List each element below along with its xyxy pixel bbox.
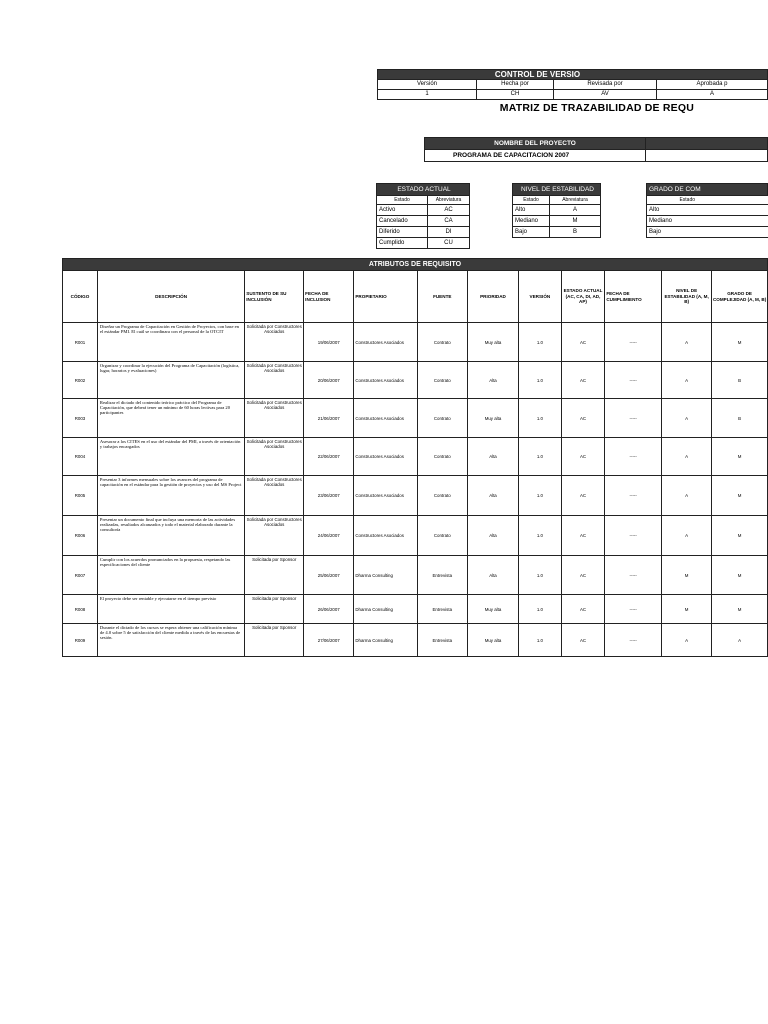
cell-version: 1.0 [519,476,562,516]
grado-row-label: Mediano [647,216,768,227]
cell-complejidad: M [712,516,768,556]
cell-estado: AC [561,476,605,516]
project-name-extra [646,150,768,162]
cell-version: 1.0 [519,516,562,556]
cell-cumplimiento: ----- [605,516,662,556]
cell-cumplimiento: ----- [605,476,662,516]
cell-estabilidad: A [662,476,712,516]
cell-version: 1.0 [519,595,562,624]
table-row [63,399,768,438]
cell-estabilidad: M [662,556,712,595]
cell-prioridad: Alta [467,362,518,399]
cell-complejidad: A [712,624,768,657]
table-row [63,438,768,476]
cell-descripcion: Asesorar a los CITES en el uso del estándar del PMI, a través de orientación y trabajos encargados [97,438,244,476]
cell-codigo: R009 [63,624,98,657]
cell-propietario: Dharma Consulting [354,595,417,624]
cell-cumplimiento: ----- [605,556,662,595]
cell-cumplimiento: ----- [605,624,662,657]
cell-fecha: 24/06/2007 [304,516,354,556]
col-header-sustento: SUSTENTO DE SU INCLUSIÓN [245,271,304,323]
cell-version: 1.0 [519,624,562,657]
col-header-complejidad: GRADO DE COMPLEJIDAD (A, M, B) [712,271,768,323]
table-row [63,476,768,516]
col-header-fecha: FECHA DE INCLUSION [304,271,354,323]
estado-row-label: Cumplido [377,238,428,249]
cell-complejidad: M [712,595,768,624]
nivel-col1: Estado [513,196,550,205]
cv-value-revisada: AV [554,90,657,100]
grado-row-label: Alto [647,205,768,216]
cv-header-hecha: Hecha por [477,80,554,90]
cell-fecha: 19/06/2007 [304,323,354,362]
table-row [63,624,768,657]
cell-prioridad: Muy alta [467,399,518,438]
cell-prioridad: Alta [467,516,518,556]
cell-codigo: R002 [63,362,98,399]
cell-fecha: 25/06/2007 [304,556,354,595]
col-header-estabilidad: NIVEL DE ESTABILIDAD (A, M, B) [662,271,712,323]
cell-cumplimiento: ----- [605,323,662,362]
cell-sustento: Solicitada por Constructores Asociados [245,516,304,556]
grado-complejidad-table [646,183,768,238]
control-version-title: CONTROL DE VERSIO [378,70,768,80]
cv-header-aprobada: Aprobada p [657,80,768,90]
grado-row-label: Bajo [647,227,768,238]
cell-cumplimiento: ----- [605,595,662,624]
cell-descripcion: Cumplir con los acuerdos pronunciados en la propuesta, respetando las especificaciones del cliente [97,556,244,595]
cell-cumplimiento: ----- [605,362,662,399]
cell-fuente: Entrevista [417,595,467,624]
project-header-extra [646,138,768,150]
atributos-table [62,258,768,657]
page-title: MATRIZ DE TRAZABILIDAD DE REQU [499,102,694,114]
nivel-row-abbr: M [550,216,601,227]
cell-estado: AC [561,362,605,399]
estado-row-label: Cancelado [377,216,428,227]
cell-version: 1.0 [519,323,562,362]
cell-fuente: Contrato [417,362,467,399]
cell-prioridad: Muy alta [467,323,518,362]
cell-complejidad: M [712,438,768,476]
cell-fuente: Contrato [417,476,467,516]
table-row [63,595,768,624]
estado-actual-col2: Abreviatura [428,196,470,205]
cell-fecha: 27/06/2007 [304,624,354,657]
cell-cumplimiento: ----- [605,438,662,476]
cell-codigo: R003 [63,399,98,438]
estado-actual-col1: Estado [377,196,428,205]
cell-fuente: Contrato [417,516,467,556]
table-row [63,556,768,595]
cell-codigo: R004 [63,438,98,476]
col-header-descripcion: DESCRIPCIÓN [97,271,244,323]
cell-sustento: Solicitada por Constructores Asociados [245,438,304,476]
cell-estabilidad: M [662,595,712,624]
cell-complejidad: M [712,476,768,516]
cell-sustento: Solicitada por Constructores Asociados [245,476,304,516]
cell-cumplimiento: ----- [605,399,662,438]
cell-descripcion: Diseñar un Programa de Capacitación en Gestión de Proyectos, con base en el estándar PMI. El cuál se coordinara con el personal de la OTCIT [97,323,244,362]
table-row [63,362,768,399]
grado-col1: Estado [647,196,768,205]
table-row [63,516,768,556]
col-header-cumplimiento: FECHA DE CUMPLIMIENTO [605,271,662,323]
cell-prioridad: Alta [467,476,518,516]
cell-sustento: Solicitada por Sponsor [245,556,304,595]
cell-estabilidad: A [662,323,712,362]
cell-codigo: R008 [63,595,98,624]
atributos-title: ATRIBUTOS DE REQUISITO [63,259,768,271]
grado-complejidad-title: GRADO DE COM [647,184,768,196]
cell-sustento: Solicitada por Constructores Asociados [245,399,304,438]
estado-row-abbr: AC [428,205,470,216]
col-header-codigo: CÓDIGO [63,271,98,323]
cell-propietario: Dharma Consulting [354,556,417,595]
cell-complejidad: M [712,556,768,595]
cell-complejidad: B [712,399,768,438]
col-header-fuente: FUENTE [417,271,467,323]
cell-descripcion: Durante el dictado de los cursos se espera obtener una calificación mínima de 4.0 sobre 5 de satisfacción del cliente medida a través de las encuestas de sesión. [97,624,244,657]
cell-descripcion: Presentar un documento final que incluya una memoria de las actividades realizadas, resultados alcanzados y todo el material elaborado durante la consultoría [97,516,244,556]
cv-value-hecha: CH [477,90,554,100]
cell-descripcion: El proyecto debe ser rentable y ejecutarse en el tiempo previsto [97,595,244,624]
estado-row-abbr: CU [428,238,470,249]
cell-version: 1.0 [519,438,562,476]
estado-actual-title: ESTADO ACTUAL [377,184,470,196]
cell-prioridad: Muy alta [467,624,518,657]
cell-prioridad: Muy alta [467,595,518,624]
estado-row-label: Activo [377,205,428,216]
cell-descripcion: Realizar el dictado del contenido teórico práctico del Programa de Capacitación, que deberá tener un mínimo de 60 horas lectivas para 20 participantes [97,399,244,438]
cell-propietario: Constructores Asociados [354,516,417,556]
cell-fuente: Contrato [417,438,467,476]
nivel-estabilidad-title: NIVEL DE ESTABILIDAD [513,184,601,196]
cell-prioridad: Alta [467,438,518,476]
cell-codigo: R007 [63,556,98,595]
nivel-row-label: Mediano [513,216,550,227]
cell-estado: AC [561,624,605,657]
cell-sustento: Solicitada por Sponsor [245,624,304,657]
cell-codigo: R006 [63,516,98,556]
atributos-rows [63,323,768,657]
nivel-row-label: Alto [513,205,550,216]
nivel-estabilidad-table [512,183,601,238]
cell-estado: AC [561,399,605,438]
cell-descripcion: Presentar 3 informes mensuales sobre los avances del programa de capacitación en el estándar para la gestión de proyectos y uso del MS Project [97,476,244,516]
cell-fuente: Contrato [417,399,467,438]
cell-estado: AC [561,595,605,624]
cell-fuente: Entrevista [417,624,467,657]
cell-fecha: 26/06/2007 [304,595,354,624]
cell-complejidad: B [712,362,768,399]
cell-estabilidad: A [662,438,712,476]
cell-propietario: Constructores Asociados [354,476,417,516]
cell-propietario: Constructores Asociados [354,362,417,399]
cell-fecha: 23/06/2007 [304,476,354,516]
cell-propietario: Constructores Asociados [354,323,417,362]
cv-value-version: 1 [378,90,477,100]
cell-codigo: R001 [63,323,98,362]
cv-header-revisada: Revisada por [554,80,657,90]
cell-fecha: 22/06/2007 [304,438,354,476]
cell-propietario: Constructores Asociados [354,399,417,438]
col-header-version: VERSIÓN [519,271,562,323]
estado-row-abbr: DI [428,227,470,238]
nivel-row-abbr: A [550,205,601,216]
project-name: PROGRAMA DE CAPACITACION 2007 [425,150,646,162]
cell-estado: AC [561,516,605,556]
cell-fecha: 21/06/2007 [304,399,354,438]
cell-estado: AC [561,556,605,595]
cell-version: 1.0 [519,362,562,399]
control-version-table [377,69,768,100]
cell-sustento: Solicitada por Constructores Asociados [245,323,304,362]
table-row [63,323,768,362]
nivel-row-label: Bajo [513,227,550,238]
estado-actual-table [376,183,470,249]
cell-estabilidad: A [662,624,712,657]
col-header-estado: ESTADO ACTUAL (AC, CA, DI, AD, AP) [561,271,605,323]
col-header-prioridad: PRIORIDAD [467,271,518,323]
cell-fecha: 20/06/2007 [304,362,354,399]
nivel-col2: Abreviatura [550,196,601,205]
cell-version: 1.0 [519,399,562,438]
cell-propietario: Dharma Consulting [354,624,417,657]
project-table [424,137,768,162]
cell-sustento: Solicitada por Sponsor [245,595,304,624]
cv-header-version: Versión [378,80,477,90]
cell-version: 1.0 [519,556,562,595]
cell-complejidad: M [712,323,768,362]
estado-row-abbr: CA [428,216,470,227]
cv-value-aprobada: A [657,90,768,100]
cell-codigo: R005 [63,476,98,516]
cell-sustento: Solicitada por Constructores Asociados [245,362,304,399]
cell-estabilidad: A [662,399,712,438]
project-header: NOMBRE DEL PROYECTO [425,138,646,150]
cell-fuente: Contrato [417,323,467,362]
cell-estado: AC [561,438,605,476]
cell-propietario: Constructores Asociados [354,438,417,476]
cell-descripcion: Organizar y coordinar la ejecución del Programa de Capacitación (logística, lugar, horarios y evaluaciones) [97,362,244,399]
cell-estado: AC [561,323,605,362]
cell-fuente: Entrevista [417,556,467,595]
cell-estabilidad: A [662,362,712,399]
cell-estabilidad: A [662,516,712,556]
estado-row-label: Diferido [377,227,428,238]
col-header-propietario: PROPIETARIO [354,271,417,323]
cell-prioridad: Alta [467,556,518,595]
nivel-row-abbr: B [550,227,601,238]
